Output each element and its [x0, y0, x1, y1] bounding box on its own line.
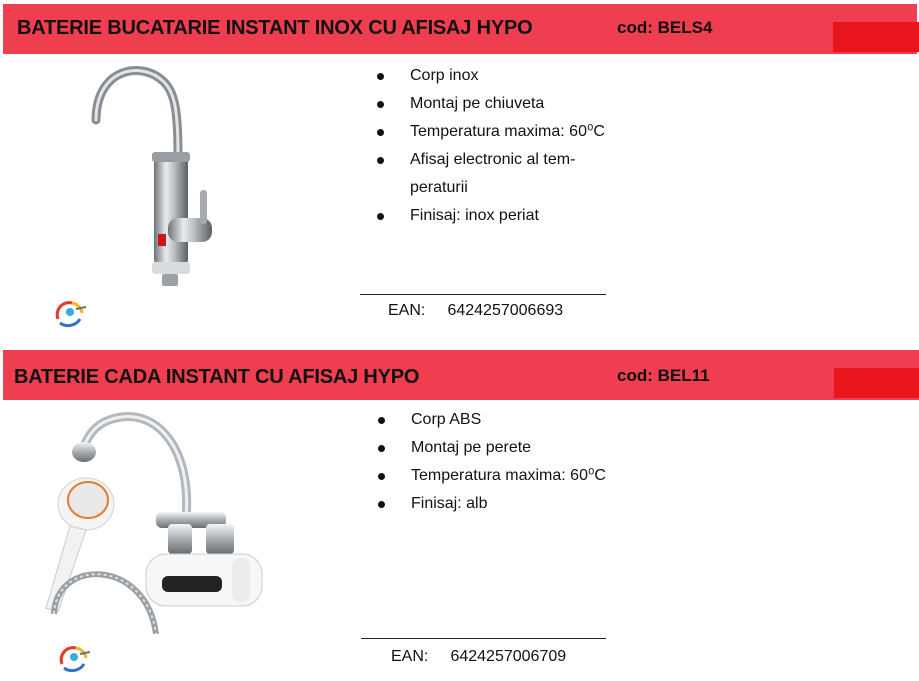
list-item: Corp ABS [374, 406, 614, 434]
list-item: Montaj pe perete [374, 434, 614, 462]
product-card-bel11 [0, 348, 919, 681]
product-header-banner [3, 350, 919, 400]
ean-row [391, 648, 566, 666]
feature-list [373, 62, 613, 230]
product-header-banner [3, 4, 917, 54]
code-color-box [834, 368, 919, 398]
product-code: cod: BELS4 [617, 18, 713, 37]
ean-divider [361, 638, 606, 639]
ean-divider [360, 294, 606, 295]
list-item: Temperatura maxima: 60⁰C [373, 118, 613, 146]
bath-faucet-shower-image [36, 408, 276, 634]
list-item: Montaj pe chiuveta [373, 90, 613, 118]
product-title: BATERIE BUCATARIE INSTANT INOX CU AFISAJ HYPO [17, 17, 533, 39]
water-temperature-logo [50, 297, 92, 327]
list-item: Finisaj: alb [374, 490, 614, 518]
water-temperature-logo [54, 642, 96, 672]
ean-value: 6424257006709 [450, 648, 567, 665]
list-item: Afisaj electronic al tem-peraturii [373, 146, 613, 202]
list-item: Temperatura maxima: 60⁰C [374, 462, 614, 490]
ean-label: EAN: [391, 648, 429, 665]
list-item: Finisaj: inox periat [373, 202, 613, 230]
ean-row [388, 302, 563, 320]
code-color-box [833, 22, 919, 52]
list-item: Corp inox [373, 62, 613, 90]
feature-list [374, 406, 614, 518]
product-title: BATERIE CADA INSTANT CU AFISAJ HYPO [14, 366, 420, 388]
kitchen-faucet-image [82, 58, 232, 294]
product-code: cod: BEL11 [617, 366, 710, 385]
ean-label: EAN: [388, 302, 426, 319]
ean-value: 6424257006693 [447, 302, 564, 319]
